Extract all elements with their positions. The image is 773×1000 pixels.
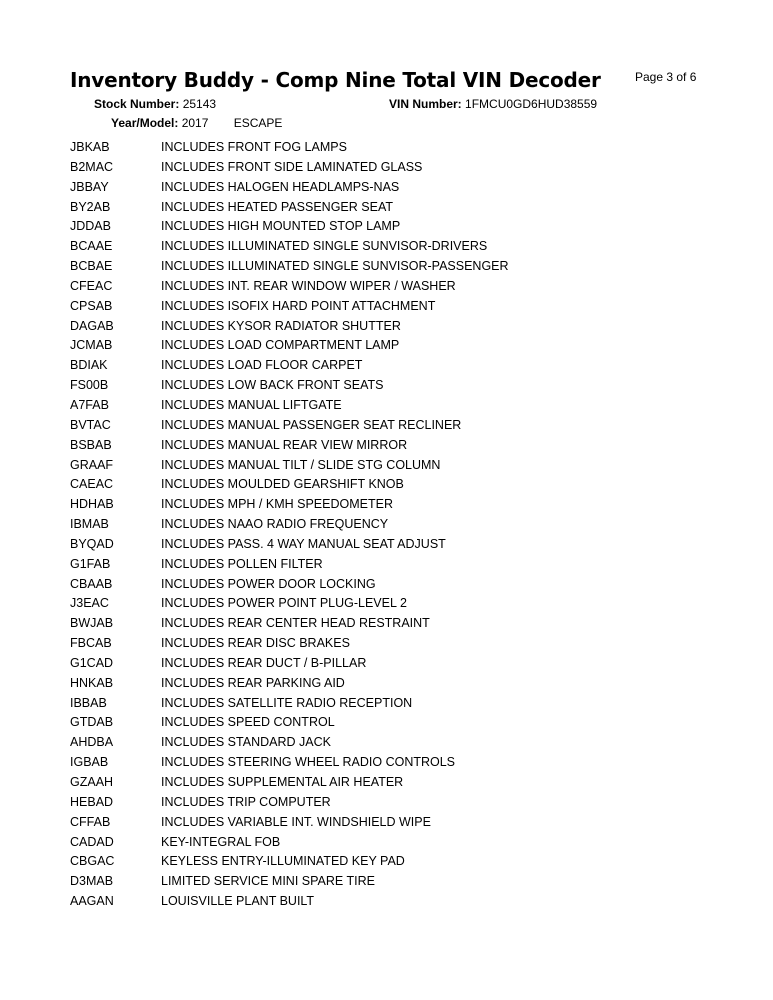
option-code: CFEAC xyxy=(70,278,113,293)
option-code: GRAAF xyxy=(70,457,114,472)
option-code: HNKAB xyxy=(70,675,114,690)
option-code: JBKAB xyxy=(70,140,110,154)
year-model xyxy=(111,116,282,130)
option-description: INCLUDES HALOGEN HEADLAMPS-NAS xyxy=(161,179,400,194)
option-description: INCLUDES HEATED PASSENGER SEAT xyxy=(161,199,393,214)
option-code: BCAAE xyxy=(70,239,113,254)
option-description: LOUISVILLE PLANT BUILT xyxy=(161,894,315,909)
option-code: JCMAB xyxy=(70,338,113,353)
option-code: D3MAB xyxy=(70,874,114,889)
stock-number-value: 25143 xyxy=(182,97,217,111)
model-value: ESCAPE xyxy=(233,116,283,130)
option-row xyxy=(70,297,509,317)
option-description: KEY-INTEGRAL FOB xyxy=(161,834,281,849)
option-code: GTDAB xyxy=(70,715,114,730)
option-row xyxy=(70,773,509,793)
option-row xyxy=(70,852,509,872)
option-row xyxy=(70,614,509,634)
option-description: INCLUDES MANUAL REAR VIEW MIRROR xyxy=(161,437,408,452)
option-description: INCLUDES MANUAL PASSENGER SEAT RECLINER xyxy=(161,417,462,432)
year-value: 2017 xyxy=(181,116,209,130)
option-code: FBCAB xyxy=(70,636,112,651)
option-code: IBBAB xyxy=(70,695,107,710)
option-description: INCLUDES REAR DUCT / B-PILLAR xyxy=(161,655,367,670)
option-description: INCLUDES LOAD FLOOR CARPET xyxy=(161,358,363,373)
option-code: B2MAC xyxy=(70,159,114,174)
document-title: Inventory Buddy - Comp Nine Total VIN Decoder xyxy=(70,68,601,92)
vin-number-value: 1FMCU0GD6HUD38559 xyxy=(465,97,598,111)
option-description: INCLUDES ISOFIX HARD POINT ATTACHMENT xyxy=(161,298,436,313)
option-description: INCLUDES SPEED CONTROL xyxy=(161,715,335,730)
option-code: HDHAB xyxy=(70,497,114,512)
option-description: INCLUDES INT. REAR WINDOW WIPER / WASHER xyxy=(161,278,456,293)
option-code: JBBAY xyxy=(70,179,109,194)
option-code: AAGAN xyxy=(70,894,114,909)
option-description: INCLUDES POLLEN FILTER xyxy=(161,556,323,571)
option-code: A7FAB xyxy=(70,397,109,412)
option-description: INCLUDES NAAO RADIO FREQUENCY xyxy=(161,517,389,532)
option-row xyxy=(70,555,509,575)
option-description: INCLUDES REAR DISC BRAKES xyxy=(161,636,350,651)
option-description: INCLUDES POWER POINT PLUG-LEVEL 2 xyxy=(161,596,407,611)
option-row xyxy=(70,694,509,714)
option-code: G1CAD xyxy=(70,655,114,670)
option-code: CBAAB xyxy=(70,576,113,591)
option-description: INCLUDES ILLUMINATED SINGLE SUNVISOR-PASSENGER xyxy=(161,259,509,274)
option-row xyxy=(70,753,509,773)
option-row xyxy=(70,178,509,198)
option-row xyxy=(70,475,509,495)
option-code-list xyxy=(70,138,509,912)
option-row xyxy=(70,674,509,694)
option-description: INCLUDES MANUAL LIFTGATE xyxy=(161,397,342,412)
option-row xyxy=(70,733,509,753)
option-row xyxy=(70,217,509,237)
option-code: CAEAC xyxy=(70,477,114,492)
option-row xyxy=(70,456,509,476)
page-number: Page 3 of 6 xyxy=(635,70,697,84)
option-description: INCLUDES PASS. 4 WAY MANUAL SEAT ADJUST xyxy=(161,536,446,551)
option-code: IGBAB xyxy=(70,755,109,770)
option-row xyxy=(70,257,509,277)
option-description: INCLUDES FRONT SIDE LAMINATED GLASS xyxy=(161,159,423,174)
option-row xyxy=(70,575,509,595)
option-code: BDIAK xyxy=(70,358,108,373)
option-code: CADAD xyxy=(70,834,114,849)
option-description: INCLUDES LOAD COMPARTMENT LAMP xyxy=(161,338,400,353)
option-code: BVTAC xyxy=(70,417,111,432)
option-description: INCLUDES KYSOR RADIATOR SHUTTER xyxy=(161,318,401,333)
option-row xyxy=(70,396,509,416)
option-row xyxy=(70,594,509,614)
option-description: INCLUDES VARIABLE INT. WINDSHIELD WIPE xyxy=(161,814,431,829)
vin-number xyxy=(389,97,597,111)
option-code: BY2AB xyxy=(70,199,111,214)
option-code: BYQAD xyxy=(70,536,114,551)
option-row xyxy=(70,277,509,297)
option-description: INCLUDES SATELLITE RADIO RECEPTION xyxy=(161,695,413,710)
option-code: J3EAC xyxy=(70,596,109,611)
option-code: IBMAB xyxy=(70,517,109,532)
option-description: LIMITED SERVICE MINI SPARE TIRE xyxy=(161,874,375,889)
option-code: DAGAB xyxy=(70,318,114,333)
year-model-label: Year/Model: xyxy=(111,116,179,130)
option-row xyxy=(70,356,509,376)
option-code: CPSAB xyxy=(70,298,113,313)
option-code: HEBAD xyxy=(70,794,114,809)
option-row xyxy=(70,376,509,396)
option-row xyxy=(70,158,509,178)
option-code: CBGAC xyxy=(70,854,115,869)
option-description: INCLUDES LOW BACK FRONT SEATS xyxy=(161,378,384,393)
option-code: BCBAE xyxy=(70,259,113,274)
option-code: G1FAB xyxy=(70,556,111,571)
option-row xyxy=(70,436,509,456)
option-row xyxy=(70,713,509,733)
option-row xyxy=(70,198,509,218)
option-row xyxy=(70,237,509,257)
option-row xyxy=(70,416,509,436)
option-code: CFFAB xyxy=(70,814,111,829)
stock-number-label: Stock Number: xyxy=(94,97,180,111)
option-code: BSBAB xyxy=(70,437,112,452)
option-row xyxy=(70,317,509,337)
option-description: INCLUDES POWER DOOR LOCKING xyxy=(161,576,376,591)
option-row xyxy=(70,515,509,535)
option-description: INCLUDES FRONT FOG LAMPS xyxy=(161,140,347,154)
option-row xyxy=(70,495,509,515)
option-code: FS00B xyxy=(70,378,109,393)
option-row xyxy=(70,535,509,555)
option-row xyxy=(70,892,509,912)
option-description: INCLUDES MOULDED GEARSHIFT KNOB xyxy=(161,477,404,492)
option-description: INCLUDES HIGH MOUNTED STOP LAMP xyxy=(161,219,401,234)
option-description: INCLUDES MANUAL TILT / SLIDE STG COLUMN xyxy=(161,457,441,472)
vin-number-label: VIN Number: xyxy=(389,97,462,111)
option-row xyxy=(70,793,509,813)
option-description: INCLUDES ILLUMINATED SINGLE SUNVISOR-DRIVERS xyxy=(161,239,488,254)
option-row xyxy=(70,872,509,892)
option-description: INCLUDES SUPPLEMENTAL AIR HEATER xyxy=(161,775,404,789)
option-code: JDDAB xyxy=(70,219,111,234)
option-description: INCLUDES REAR CENTER HEAD RESTRAINT xyxy=(161,616,430,631)
option-description: INCLUDES STANDARD JACK xyxy=(161,735,331,750)
option-row xyxy=(70,833,509,853)
option-row xyxy=(70,138,509,158)
option-code: GZAAH xyxy=(70,775,114,789)
option-row xyxy=(70,654,509,674)
option-code: AHDBA xyxy=(70,735,114,750)
stock-number xyxy=(94,97,216,111)
option-description: INCLUDES TRIP COMPUTER xyxy=(161,794,331,809)
option-code: BWJAB xyxy=(70,616,114,631)
option-row xyxy=(70,634,509,654)
option-row xyxy=(70,813,509,833)
option-description: INCLUDES STEERING WHEEL RADIO CONTROLS xyxy=(161,755,456,770)
option-description: KEYLESS ENTRY-ILLUMINATED KEY PAD xyxy=(161,854,405,869)
option-description: INCLUDES MPH / KMH SPEEDOMETER xyxy=(161,497,393,512)
option-row xyxy=(70,336,509,356)
option-description: INCLUDES REAR PARKING AID xyxy=(161,675,345,690)
